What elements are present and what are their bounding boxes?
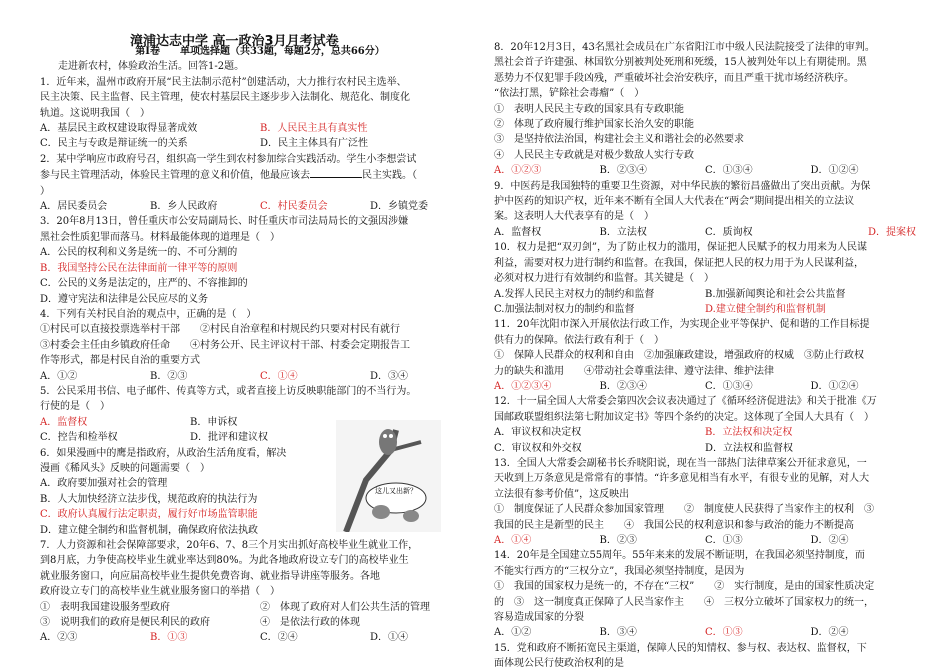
option-a[interactable]: A．基层民主政权建设取得显著成效 — [40, 123, 198, 135]
question-9: 9．中医药是我国独特的重要卫生资源，对中华民族的繁衍昌盛做出了突出贡献。为保 护中医药的知识产权，近年来不断有全国人大代表在“两会”期间提出相关的立法议 案。这表明人大代表享有的是（ ） A．监督权 B．立法权 C．质询权 D．提案权 — [494, 179, 916, 241]
option-b[interactable]: B.加强新闻舆论和社会公共监督 — [705, 288, 846, 300]
option-d[interactable]: D．③④ — [370, 370, 409, 382]
question-1: 1．近年来，温州市政府开展“民主法制示范村”创建活动，大力推行农村民主选举、 民主决策、民主监督、民主管理，使农村基层民主逐步步入法制化、规范化、制度化 轨道。这说明我国（ ） A．基层民主政权建设取得显著成效 B．人民民主具有真实性 C．民主与专政是辩证统一的关系 D．民主主体具有广泛性 — [40, 75, 480, 152]
option-c-answer[interactable]: C．①③ — [705, 627, 743, 639]
option-b[interactable]: B．②③ — [150, 370, 188, 382]
option-d[interactable]: D．①②④ — [810, 380, 859, 392]
option-c[interactable]: C．质询权 — [705, 226, 753, 238]
option-b-answer[interactable]: B．我国坚持公民在法律面前一律平等的原则 — [40, 262, 238, 274]
answer-blank[interactable] — [310, 167, 362, 178]
question-2: 2．某中学响应市政府号召，组织高一学生到农村参加综合实践活动。学生小李想尝试 参与民主管理活动，体验民主管理的意义和价值，他最应该去 民主实践。（ ） A．居民委员会 B．乡人民政府 C．村民委员会 D．乡镇党委 — [40, 152, 480, 215]
question-13: 13．全国人大常委会副秘书长乔晓阳说，现在当一部热门法律草案公开征求意见，一 天收到上万条意见是常常有的事情。“许多意见相当有水平，有很专业的见解，对人大 立法很有参考价值”，这反映出 ① 制度保证了人民群众参加国家管理 ② 制度使人民获得了当家作主的权利 ③ 我国的民主是新型的民主 ④ 我国公民的权利意识和参与政治的能力不断提高 A．①④ B．②③ C．①③ D．②④ — [494, 456, 916, 548]
option-a[interactable]: A．居民委员会 — [40, 201, 108, 213]
question-14: 14．20年是全国建立55周年。55年来来的发展不断证明，在我国必须坚持制度，而 不能实行西方的“三权分立”，我国必须坚持制度，是因为 ① 我国的国家权力是统一的，不存在“三权” ② 实行制度，是由的国家性质决定 的 ③ 这一制度真正保障了人民当家作主 ④ 三权分立破坏了国家权力的统一， 容易造成国家的分裂 A．①② B．③④ C．①③ D．②④ — [494, 548, 916, 640]
option-c[interactable]: C．②④ — [260, 632, 298, 644]
option-a[interactable]: A．公民的权利和义务是统一的、不可分割的 — [40, 247, 238, 259]
option-b[interactable]: B．②③④ — [599, 165, 647, 177]
cartoon-image — [336, 420, 441, 532]
option-b[interactable]: B．立法权 — [599, 226, 647, 238]
option-c-answer[interactable]: C．村民委员会 — [260, 201, 328, 213]
option-a[interactable]: A.发挥人民民主对权力的制约和监督 — [494, 288, 655, 300]
option-a[interactable]: A．①② — [494, 627, 532, 639]
option-a[interactable]: A．①② — [40, 370, 78, 382]
option-b[interactable]: B．人大加快经济立法步伐，规范政府的执法行为 — [40, 493, 258, 505]
option-c[interactable]: C．①③④ — [705, 380, 753, 392]
option-b-answer[interactable]: B．立法权和决定权 — [705, 427, 793, 439]
option-d[interactable]: D．民主主体具有广泛性 — [260, 138, 369, 150]
question-15: 15．党和政府不断拓宽民主渠道，保障人民的知情权、参与权、表达权、监督权，下 面体现公民行使政治权利的是 — [494, 642, 867, 670]
question-10: 10．权力是把“双刃剑”，为了防止权力的滥用，保证把人民赋予的权力用来为人民谋 利益，需要对权力进行制约和监督。在我国，保证把人民的权力用于为人民谋利益， 必须对权力进行有效制约和监督。其关键是（ ） A.发挥人民民主对权力的制约和监督 B.加强新闻舆论和社会公共监督 C.加强法制对权力的制约和监督 D.建立健全制约和监督机制 — [494, 240, 916, 317]
question-4: 4．下列有关村民自治的观点中，正确的是（ ） ①村民可以直接投票选举村干部 ②村民自治章程和村规民约只要对村民有就行 ③村委会主任由乡镇政府任命 ④村务公开、民主评议村干部、村委会定期报告工 作等形式，都是村民自治的重要方式 A．①② B．②③ C．①④ D．③④ — [40, 307, 480, 384]
option-d[interactable]: D．②④ — [810, 535, 849, 546]
question-5: 5．公民采用书信、电子邮件、传真等方式，或者直接上访反映职能部门的不当行为。 行使的是（ ） A．监督权 B．申诉权 C．控告和检举权 D．批评和建议权 — [40, 384, 480, 446]
option-b-answer[interactable]: B．人民民主具有真实性 — [260, 123, 368, 135]
option-d[interactable]: D．立法权和监督权 — [705, 442, 794, 454]
option-a-answer[interactable]: A．监督权 — [40, 416, 88, 428]
question-3: 3．20年8月13日，曾任重庆市公安局副局长、时任重庆市司法局局长的文强因涉嫌 黑社会性质犯罪而落马。材料最能体现的道理是（ ） A．公民的权利和义务是统一的、不可分割的 B．我国坚持公民在法律面前一律平等的原则 C．公民的义务是法定的，庄严的、不容推卸的 D．遵守宪法和法律是公民应尽的义务 — [40, 214, 480, 306]
bird-icon — [379, 429, 397, 455]
right-column — [494, 40, 916, 672]
option-d[interactable]: D．①②④ — [810, 165, 859, 177]
option-d-answer[interactable]: D.建立健全制约和监督机制 — [705, 303, 826, 315]
exam-title: 漳浦达志中学 高一政治3月月考试卷 — [130, 34, 339, 49]
question-8: 8．20年12月3日，43名黑社会成员在广东省阳江市中级人民法院接受了法律的审判。 黑社会首子许建强、林国钦分别被判处死刑和死缓，15人被判处年以上有期徒刑。黑 恶势力不仅犯罪手段凶残，严重破坏社会治安秩序，而且严重干扰市场经济秩序。 “依法打黑，铲除社会毒瘤”（ ） ① 表明人民民主专政的国家具有专政职能 ② 体现了政府履行维护国家长治久安的职能 ③ 是坚持依法治国，构建社会主义和谐社会的必然要求 ④ 人民民主专政就是对极少数敌人实行专政 A．①②③ B．②③④ C．①③④ D．①②④ — [494, 40, 916, 179]
option-a[interactable]: A．监督权 — [494, 226, 542, 238]
option-c-answer[interactable]: C．①④ — [260, 370, 298, 382]
option-c-answer[interactable]: C．政府认真履行法定职责，履行好市场监管职能 — [40, 509, 258, 521]
option-a[interactable]: A．②③ — [40, 632, 78, 644]
option-c[interactable]: C．公民的义务是法定的，庄严的、不容推卸的 — [40, 278, 248, 290]
option-c[interactable]: C．审议权和外交权 — [494, 442, 582, 454]
question-12: 12．十一届全国人大常委会第四次会议表决通过了《循环经济促进法》和关于批准《万 国邮政联盟组织法第七附加议定书》等四个条约的决定。这体现了全国人大具有（ ） A．审议权和决定权 B．立法权和决定权 C．审议权和外交权 D．立法权和监督权 — [494, 394, 916, 456]
option-d[interactable]: D．遵守宪法和法律是公民应尽的义务 — [40, 293, 209, 305]
intro: 走进新农村，体验政治生活。回答1-2题。 — [58, 61, 245, 73]
question-11: 11．20年沈阳市深入开展依法行政工作，为实现企业平等保护、促和谐的工作目标提 供有力的保障。依法行政有利于（ ） ① 保障人民群众的权利和自由 ②加强廉政建设，增强政府的权威 ③防止行政权 力的缺失和滥用 ④带动社会尊重法律、遵守法律、维护法律 A．①②③④ B．②③④ C．①③④ D．①②④ — [494, 317, 916, 394]
option-d[interactable]: D．批评和建议权 — [190, 432, 269, 444]
option-a-answer[interactable]: A．①④ — [494, 535, 532, 546]
option-b[interactable]: B．乡人民政府 — [150, 201, 218, 213]
left-column — [40, 44, 480, 646]
option-d[interactable]: D．①④ — [370, 632, 409, 644]
option-d[interactable]: D．乡镇党委 — [370, 201, 429, 213]
section-heading: 第Ⅰ卷 单项选择题（共33题，每题2分，总共66分） — [135, 46, 385, 57]
option-b[interactable]: B．③④ — [599, 627, 637, 639]
option-c[interactable]: C．民主与专政是辩证统一的关系 — [40, 138, 188, 150]
option-c[interactable]: C.加强法制对权力的制约和监督 — [494, 303, 635, 315]
option-b-answer[interactable]: B．①③ — [150, 632, 188, 644]
option-b[interactable]: B．②③④ — [599, 380, 647, 392]
option-c[interactable]: C．控告和检举权 — [40, 432, 118, 444]
option-d[interactable]: D．建立健全制约和监督机制，确保政府依法执政 — [40, 524, 259, 536]
option-b[interactable]: B．申诉权 — [190, 416, 238, 428]
option-a-answer[interactable]: A．①②③ — [494, 165, 542, 177]
option-c[interactable]: C．①③ — [705, 535, 743, 546]
option-d[interactable]: D．②④ — [810, 627, 849, 639]
option-a-answer[interactable]: A．①②③④ — [494, 380, 552, 392]
option-d-answer[interactable]: D．提案权 — [867, 226, 916, 238]
option-c[interactable]: C．①③④ — [705, 165, 753, 177]
question-7: 7．人力资源和社会保障部要求，20年6、7、8三个月实出抓好高校毕业生就业工作， 到8月底，力争使高校毕业生就业率达到80%。为此各地政府设立专门的高校毕业生 就业服务窗口，向应届高校毕业生提供免费咨询、就业指导讲座等服务。各地 政府设立专门的高校毕业生就业服务窗口的举措（ ） ① 表明我国建设服务型政府 ② 体现了政府对人们公共生活的管理 ③ 说明我们的政府是便民利民的政府 ④ 是依法行政的体现 A．②③ B．①③ C．②④ D．①④ — [40, 538, 480, 646]
cartoon-caption: 这儿又出新？ — [375, 487, 417, 495]
question-6: 6．如果漫画中的鹰是指政府，从政治生活角度看，解决 漫画《稀风头》反映的问题需要（ ） A．政府要加强对社会的管理 B．人大加快经济立法步伐，规范政府的执法行为 C．政府认真履行法定职责，履行好市场监管职能 D．建立健全制约和监督机制，确保政府依法执政 — [40, 446, 480, 538]
option-a[interactable]: A．政府要加强对社会的管理 — [40, 478, 168, 490]
option-b[interactable]: B．②③ — [599, 535, 637, 546]
option-a[interactable]: A．审议权和决定权 — [494, 427, 582, 439]
